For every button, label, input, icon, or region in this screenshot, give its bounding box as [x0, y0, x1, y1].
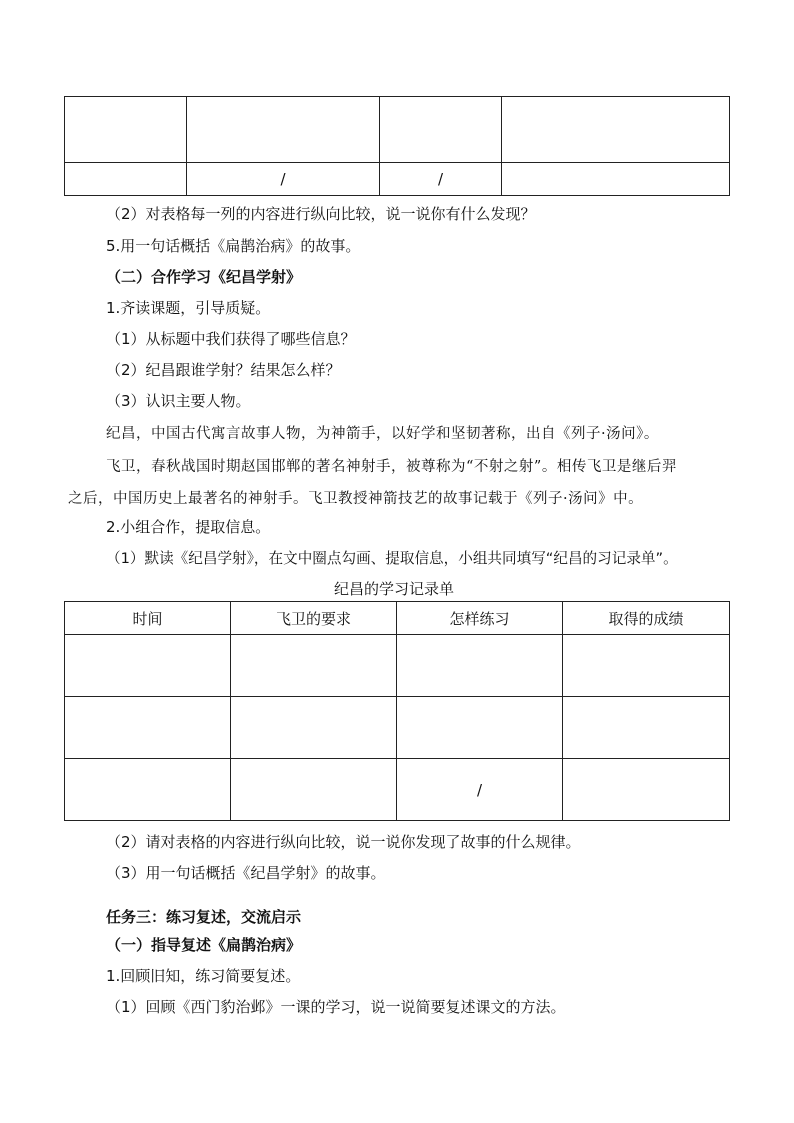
- record-table: [64, 601, 730, 821]
- sub-question-review: （1）回顾《西门豹治邺》一课的学习，说一说简要复述课文的方法。: [106, 998, 566, 1016]
- character-intro-jichang: 纪昌，中国古代寓言故事人物，为神箭手，以好学和坚韧著称，出自《列子·汤问》。: [106, 426, 659, 442]
- table-cell: /: [380, 163, 502, 196]
- sub-instruction-3: （3）用一句话概括《纪昌学射》的故事。: [106, 864, 386, 882]
- table-cell: [502, 163, 730, 196]
- sub-instruction-1: （1）默读《纪昌学射》，在文中圈点勾画、提取信息，小组共同填写“纪昌的习记录单”。: [106, 550, 678, 567]
- table-cell: /: [187, 163, 380, 196]
- table-header-row: [65, 602, 730, 635]
- table-cell: [65, 697, 231, 759]
- sub-question-3: （3）认识主要人物。: [106, 392, 251, 410]
- sub-question-1: （1）从标题中我们获得了哪些信息？: [106, 330, 356, 348]
- table-cell: [397, 697, 563, 759]
- section-heading-guide: （一）指导复述《扁鹊治病》: [106, 936, 302, 954]
- table-cell: [231, 697, 397, 759]
- step-2-group-work: 2.小组合作，提取信息。: [106, 518, 271, 536]
- table-cell: [397, 635, 563, 697]
- table-cell: [563, 759, 730, 821]
- character-intro-feiwei-line1: 飞卫，春秋战国时期赵国邯郸的著名神射手，被尊称为“不射之射”。相传飞卫是继后羿: [106, 459, 677, 475]
- sub-question-2: （2）纪昌跟谁学射？结果怎么样？: [106, 361, 341, 379]
- table-cell: [563, 635, 730, 697]
- table-cell: [65, 759, 231, 821]
- question-5-summary: 5.用一句话概括《扁鹊治病》的故事。: [106, 237, 361, 255]
- table-cell: [563, 697, 730, 759]
- table-row: [65, 163, 730, 196]
- table-row: [65, 97, 730, 163]
- table-row: [65, 697, 730, 759]
- section-heading-coop: （二）合作学习《纪昌学射》: [106, 268, 302, 286]
- table-cell: [187, 97, 380, 163]
- column-header: 时间: [65, 602, 231, 635]
- table-row: [65, 635, 730, 697]
- column-header: 怎样练习: [397, 602, 563, 635]
- table-cell: [502, 97, 730, 163]
- question-2-compare: （2）对表格每一列的内容进行纵向比较，说一说你有什么发现？: [106, 205, 536, 223]
- table-cell: [65, 635, 231, 697]
- step-1-read-title: 1.齐读课题，引导质疑。: [106, 299, 271, 317]
- table-cell: [65, 163, 187, 196]
- table-cell: [380, 97, 502, 163]
- task-3-heading: 任务三：练习复述，交流启示: [106, 908, 302, 926]
- top-table: [64, 96, 730, 196]
- column-header: 飞卫的要求: [231, 602, 397, 635]
- table-cell: [231, 635, 397, 697]
- table-title: 纪昌的学习记录单: [334, 580, 455, 598]
- column-header: 取得的成绩: [563, 602, 730, 635]
- step-1-review: 1.回顾旧知，练习简要复述。: [106, 967, 301, 985]
- table-cell: /: [397, 759, 563, 821]
- character-intro-feiwei-line2: 之后，中国历史上最著名的神射手。飞卫教授神箭技艺的故事记载于《列子·汤问》中。: [68, 491, 644, 507]
- sub-instruction-2: （2）请对表格的内容进行纵向比较，说一说你发现了故事的什么规律。: [106, 833, 581, 851]
- table-cell: [231, 759, 397, 821]
- table-row: [65, 759, 730, 821]
- table-cell: [65, 97, 187, 163]
